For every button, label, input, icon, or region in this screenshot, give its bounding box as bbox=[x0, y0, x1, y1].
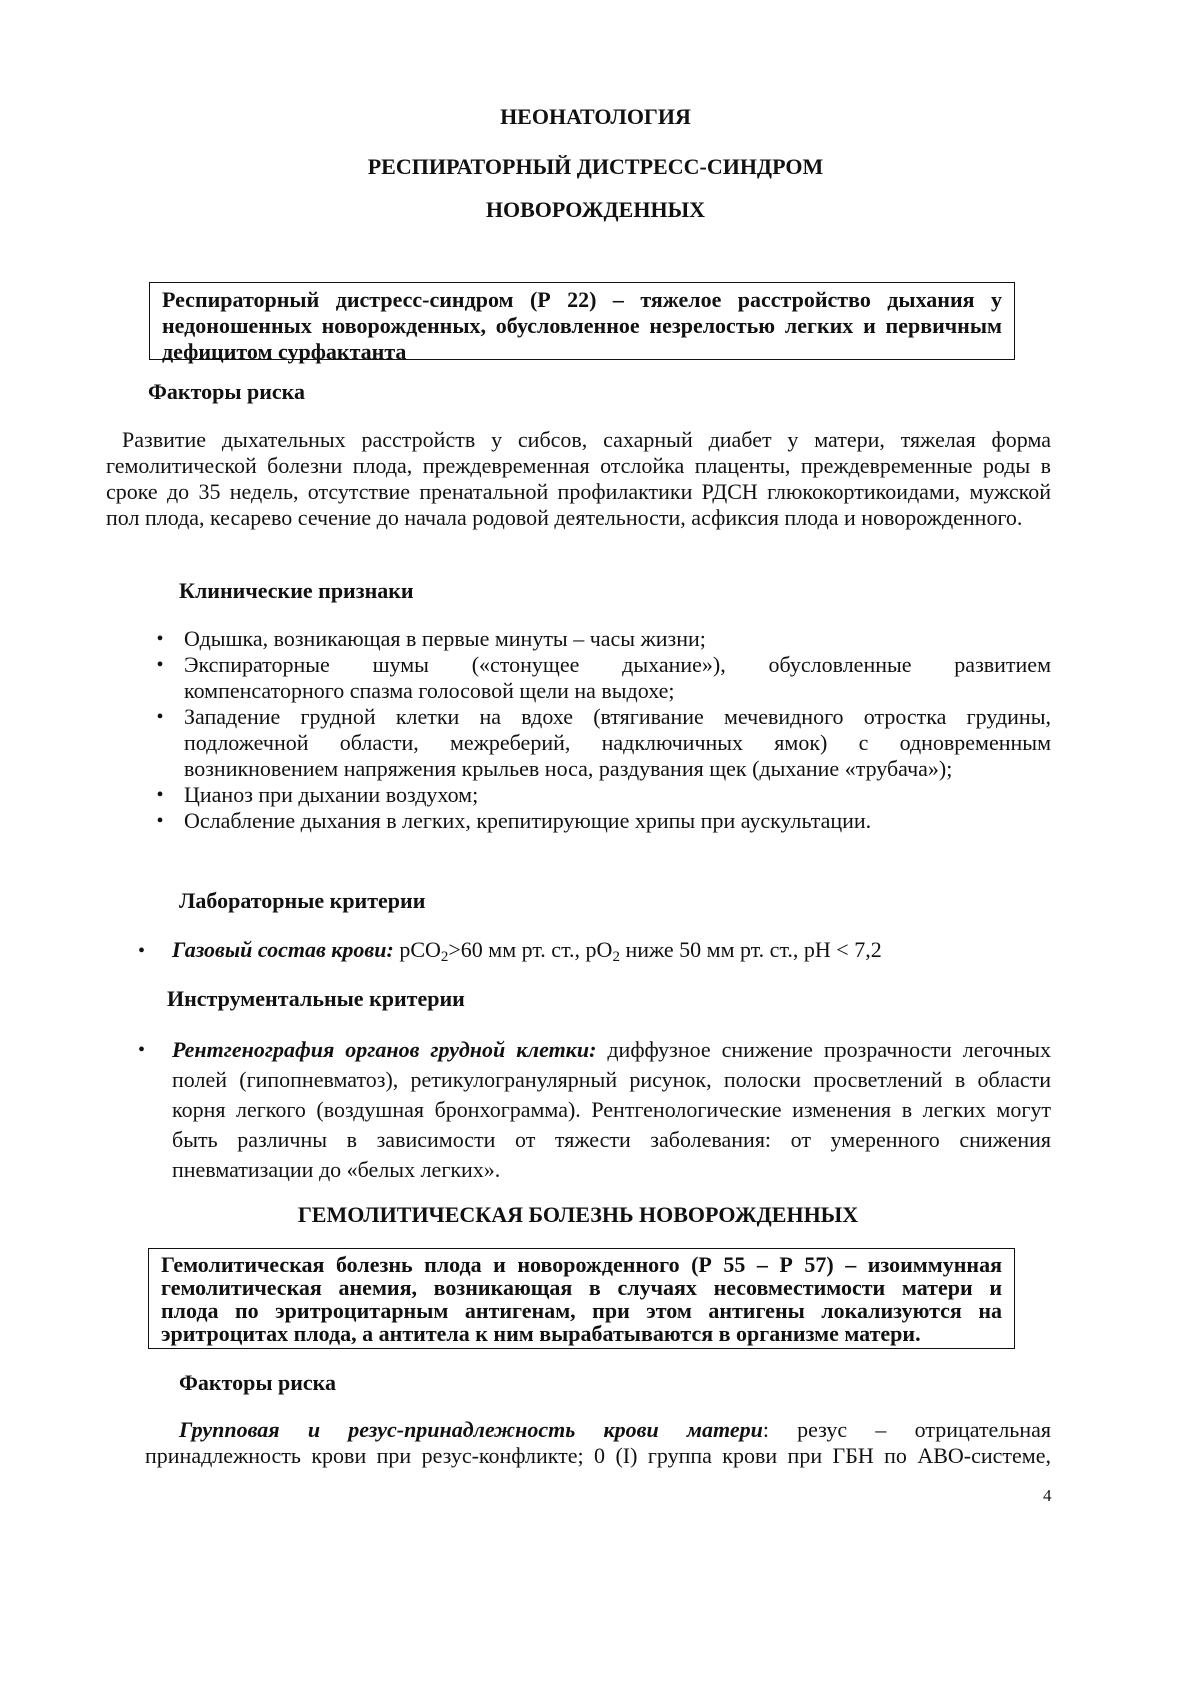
rds-lab-item: • Газовый состав крови: pCO$_2$>60 мм рт. ст., $pO_2$ ниже 50 мм рт. ст., pH < 7,2 bbox=[138, 937, 882, 965]
rds-lab-heading: Лабораторные критерии bbox=[179, 888, 426, 913]
rds-definition-line: Респираторный дистресс-синдром (Р 22) – тяжелое расстройство дыхания у bbox=[162, 287, 1002, 312]
hdn-risk-label: Групповая и резус-принадлежность крови матери bbox=[179, 1417, 763, 1442]
hdn-definition-box bbox=[148, 1248, 1015, 1349]
hdn-definition-line: гемолитическая анемия, возникающая в случаях несовместимости матери и bbox=[161, 1275, 1002, 1300]
rds-risk-line: гемолитической болезни плода, преждевременная отслойка плаценты, преждевременные роды в bbox=[106, 453, 1051, 478]
bullet-icon: • bbox=[138, 1039, 146, 1061]
hdn-definition-line: Гемолитическая болезнь плода и новорожденного (Р 55 – Р 57) – изоиммунная bbox=[161, 1252, 1002, 1277]
hdn-risk-paragraph: Групповая и резус-принадлежность крови матери: резус – отрицательная принадлежность крови при резус-конфликте; 0 (I) группа крови при ГБН по АВО-системе, bbox=[145, 1417, 1051, 1468]
rds-definition-line: недоношенных новорожденных, обусловленное незрелостью легких и первичным bbox=[162, 313, 1002, 338]
instr-line: корня легкого (воздушная бронхограмма). Рентгенологические изменения в легких могут bbox=[172, 1097, 1051, 1122]
rds-definition-line: дефицитом сурфактанта bbox=[162, 339, 407, 364]
instr-label: Рентгенография органов грудной клетки: bbox=[172, 1037, 597, 1062]
rds-risk-heading: Факторы риска bbox=[148, 379, 306, 404]
bullet-icon: • bbox=[138, 940, 146, 962]
hdn-risk-heading: Факторы риска bbox=[179, 1370, 337, 1395]
rds-clinical-heading: Клинические признаки bbox=[179, 578, 414, 603]
bullet-icon: • bbox=[156, 628, 164, 650]
bullet-icon: • bbox=[156, 810, 164, 832]
rds-risk-line: пол плода, кесарево сечение до начала родовой деятельности, асфиксия плода и новорожденного. bbox=[106, 505, 1023, 530]
list-item: • Экспираторные шумы («стонущее дыхание»), обусловленные развитием компенсаторного спазма голосовой щели на выдохе; bbox=[150, 652, 1051, 704]
list-item: • Одышка, возникающая в первые минуты – часы жизни; bbox=[150, 626, 1051, 652]
section-title-hdn: ГЕМОЛИТИЧЕСКАЯ БОЛЕЗНЬ НОВОРОЖДЕННЫХ bbox=[297, 1202, 859, 1227]
instr-line: полей (гипопневматоз), ретикулогранулярный рисунок, полоски просветлений в области bbox=[172, 1067, 1051, 1092]
instr-line: быть различны в зависимости от тяжести заболевания: от умеренного снижения bbox=[172, 1127, 1051, 1152]
list-item: • Цианоз при дыхании воздухом; bbox=[150, 782, 1051, 808]
bullet-icon: • bbox=[156, 706, 164, 728]
bullet-icon: • bbox=[156, 784, 164, 806]
rds-risk-paragraph bbox=[106, 427, 1051, 531]
section-title-newborns: НОВОРОЖДЕННЫХ bbox=[485, 197, 706, 222]
rds-instr-heading: Инструментальные критерии bbox=[167, 986, 465, 1011]
page-number: 4 bbox=[1043, 1486, 1052, 1505]
section-title-neonatology: НЕОНАТОЛОГИЯ bbox=[500, 104, 691, 129]
instr-line: пневматизации до «белых легких». bbox=[172, 1157, 501, 1182]
list-item: • Западение грудной клетки на вдохе (втягивание мечевидного отростка грудины, подложечной области, межреберий, надключичных ямок) с одновременным возникновением напряжения крыльев носа, раздувания щек (дыхание «трубача»); bbox=[150, 704, 1051, 782]
rds-risk-line: сроке до 35 недель, отсутствие пренатальной профилактики РДСН глюкокортикоидами, мужской bbox=[106, 479, 1051, 504]
hdn-risk-line: принадлежность крови при резус-конфликте; 0 (I) группа крови при ГБН по АВО-системе, bbox=[145, 1443, 1051, 1468]
rds-instr-item: • Рентгенография органов грудной клетки: диффузное снижение прозрачности легочных полей (гипопневматоз), ретикулогранулярный рисунок, полоски просветлений в области корня легкого (воздушная бронхограмма). Рентгенологические изменения в легких могут быть различны в зависимости от тяжести заболевания: от умеренного снижения пневматизации до «белых легких». bbox=[138, 1035, 1051, 1185]
lab-label: Газовый состав крови: bbox=[172, 937, 394, 962]
rds-definition-box bbox=[149, 282, 1015, 364]
section-title-rds: РЕСПИРАТОРНЫЙ ДИСТРЕСС-СИНДРОМ bbox=[367, 154, 824, 179]
list-item: • Ослабление дыхания в легких, крепитирующие хрипы при аускультации. bbox=[150, 808, 1051, 834]
rds-risk-line: Развитие дыхательных расстройств у сибсов, сахарный диабет у матери, тяжелая форма bbox=[122, 427, 1051, 452]
bullet-icon: • bbox=[156, 654, 164, 676]
hdn-definition-line: плода по эритроцитарным антигенам, при этом антигены локализуются на bbox=[161, 1298, 1002, 1323]
hdn-definition-line: эритроцитах плода, а антитела к ним вырабатываются в организме матери. bbox=[161, 1321, 921, 1346]
rds-clinical-list bbox=[150, 626, 1051, 834]
